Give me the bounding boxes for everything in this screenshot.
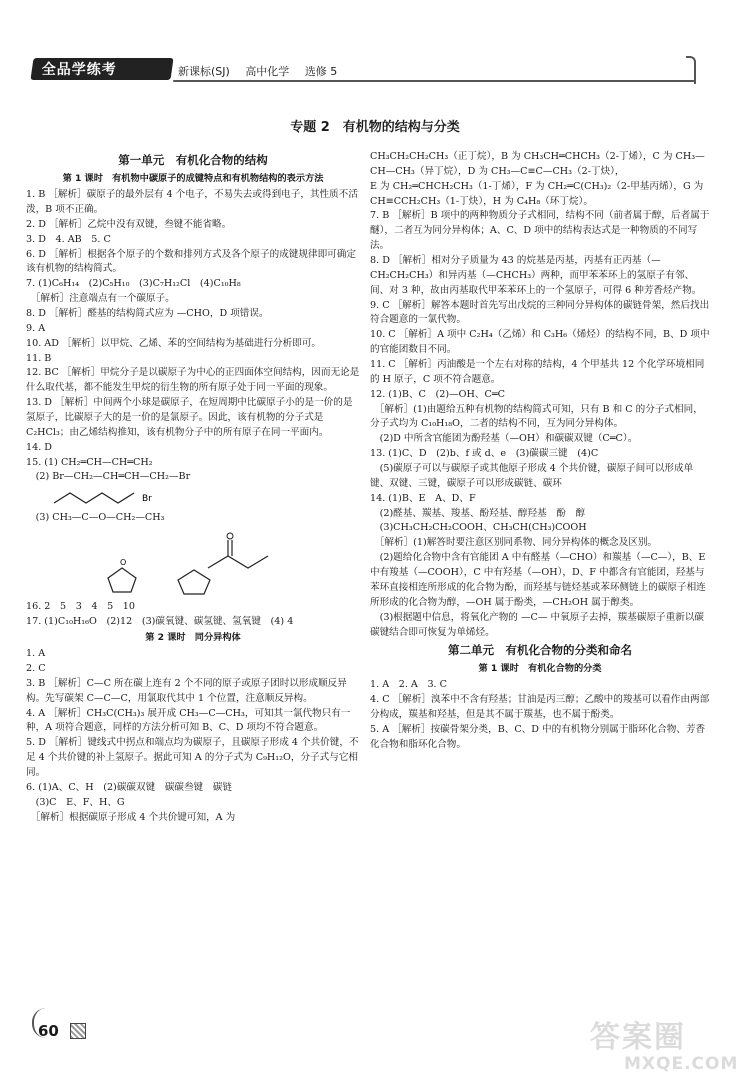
answer-item: 4. A ［解析］CH₃C(CH₃)₃ 展开成 CH₃—C—CH₃，可知其一氯代物只有一种，A 项符合题意，同样的方法分析可知 B、C、D 项均不符合题意。 [26,707,351,734]
answer-item: 6. (1)A、C、H (2)碳碳双键 碳碳叁键 碳链 [26,781,232,793]
answer-item: 11. B [26,352,52,364]
answer-item: 7. (1)C₆H₁₄ (2)C₅H₁₀ (3)C₇H₁₂Cl (4)C₁₀H₈ [26,278,241,290]
answer-item: 17. (1)C₁₀H₁₆O (2)12 (3)碳氧键、碳氢键、氢氧键 (4) 4 [26,615,294,627]
answer-item: 1. B ［解析］碳原子的最外层有 4 个电子，不易失去或得到电子，其性质不活泼，B 项不正确。 [26,189,358,215]
answer-item: 3. D 4. AB 5. C [26,233,111,245]
answer-item: ［解析］注意端点有一个碳原子。 [26,293,175,305]
header-volume: 选修 5 [304,65,338,78]
answer-item: 15. (1) CH₂═CH—CH═CH₂ [26,456,153,468]
page-mark-icon [70,1023,86,1039]
header-rule [173,80,696,82]
answer-item: CH₃CH₂CH₂CH₃（正丁烷），B 为 CH₃CH═CHCH₃（2-丁烯），C 为 CH₃—CH—CH₃（异丁烷），D 为 CH₃—C≡C—CH₃（2-丁炔）， [370,151,705,177]
answer-item: 14. D [26,441,52,453]
answer-list [370,678,710,752]
page-header [28,52,696,82]
structure-diagrams [48,528,348,598]
unit-title: 第一单元 有机化合物的结构 [118,153,268,167]
answer-item: 1. A 2. A 3. C [370,679,447,691]
answer-item: ［解析］根据碳原子形成 4 个共价键可知，A 为 [26,811,236,823]
answer-item: E 为 CH₂═CHCH₂CH₃（1-丁烯），F 为 CH₂═C(CH₃)₂（2-甲基丙烯），G 为 CH≡CCH₂CH₃（1-丁炔），H 为 C₄H₈（环丁烷）。 [370,180,704,207]
topic-title: 专题 2 有机物的结构与分类 [290,120,460,135]
watermark-logo: 答案圈 [590,1020,686,1055]
header-subject: 高中化学 [245,65,290,78]
answer-item: (2) Br—CH₂—CH═CH—CH₂—Br [26,471,191,483]
header-info [178,63,349,80]
left-column [26,150,360,825]
watermark-url: MXQE.COM [624,1054,739,1074]
right-column [370,150,710,753]
header-series: 新课标(SJ) [178,65,230,78]
series-logo [30,58,173,80]
answer-item: 12. (1)B、C (2)—OH、C═C [370,388,505,400]
answer-item: 2. C [26,662,46,674]
lesson-title: 第 1 课时 有机化合物的分类 [478,663,602,675]
unit-title: 第二单元 有机化合物的分类和命名 [448,643,632,658]
watermark [590,1015,740,1074]
answer-item: 13. (1)C、D (2)b、f 或 d、e (3)碳碳三键 (4)C [370,448,599,460]
answer-item: (3)CH₃CH₂CH₂COOH、CH₃CH(CH₃)COOH [370,522,587,534]
answer-item: 11. C ［解析］丙油酸是一个左右对称的结构，4 个甲基共 12 个化学环境相同的 H 原子，C 项不符合题意。 [370,359,705,385]
lesson-title: 第 2 课时 同分异构体 [145,631,241,643]
answer-item: 10. AD ［解析］以甲烷、乙烯、苯的空间结构为基础进行分析即可。 [26,337,322,349]
answer-list [26,188,360,630]
answer-item: 1. A [26,648,46,660]
answer-item: (3)C E、F、H、G [26,796,125,808]
logo-text: 全品学练考 [41,62,117,78]
answer-item: 12. BC ［解析］甲烷分子是以碳原子为中心的正四面体空间结构，因而无论是什么取代基，都不能发生甲烷的衍生物的所有原子处于同一平面的现象。 [26,367,360,394]
answer-item: 4. C ［解析］溴苯中不含有羟基；甘油是丙三醇；乙酸中的羧基可以看作由两部分构成，羰基和羟基，但是其不属于羰基，也不属于酚类。 [370,694,710,721]
answer-item: 9. C ［解析］解答本题时首先写出戊烷的三种同分异构体的碳链骨架，然后找出符合题意的一氯代物。 [370,299,710,326]
answer-item: (2)醛基、羰基、羧基、酚羟基、醇羟基 酚 醇 [370,507,586,519]
answer-item: 8. D ［解析］相对分子质量为 43 的烷基是丙基，丙基有正丙基（—CH₂CH₂CH₃）和异丙基（—CHCH₃）两种，而甲苯苯环上的氢原子有邻、间、对 3 种，故由丙基取代甲苯苯环上的一个氢原子，可得 6 种芳香烃产物。 [370,255,702,296]
answer-item: 9. A [26,322,46,334]
answer-item: (2)题给化合物中含有官能团 A 中有醛基（—CHO）和羰基（—C—），B、E 中有羧基（—COOH），C 中有羟基（—OH），D、F 中都含有官能团，羟基与苯环直接相连所形成的化合物为酚，而羟基与链烃基或苯环侧链上的碳原子相连所形成的化合物为醇，—OH 属于酚类，—CH₂OH 属于醇类。 [370,552,706,608]
answer-item: (5)碳原子可以与碳原子或其他原子形成 4 个共价键，碳原子间可以形成单键、双键、三键，碳原子可以形成碳链、碳环 [370,463,694,489]
lesson-title: 第 1 课时 有机物中碳原子的成键特点和有机物结构的表示方法 [62,172,324,184]
answer-item: 10. C ［解析］A 项中 C₂H₄（乙烯）和 C₃H₆（烯烃）的结构不同，B、D 项中的官能团数目不同。 [370,329,710,356]
answer-item: (3) CH₃—C—O—CH₂—CH₃ [26,512,165,524]
answer-item: 2. D ［解析］乙烷中没有双键，叁键不能省略。 [26,218,232,230]
answer-item: 16. 2 5 3 4 5 10 [26,601,136,613]
answer-list [26,647,360,825]
answer-item: 5. A ［解析］按碳骨架分类，B、C、D 中的有机物分别属于脂环化合物、芳香化合物和脂环化合物。 [370,724,706,750]
answer-item: 5. D ［解析］键线式中拐点和端点均为碳原子，且碳原子形成 4 个共价键，不足 4 个共价键的补上氢原子。据此可知 A 的分子式为 C₉H₁₂O，分子式与它相同。 [26,737,359,778]
page-number: 60 [38,1022,59,1040]
skeletal-formula-diene [48,487,348,509]
answer-list [370,150,710,640]
answer-item: 3. B ［解析］C—C 所在碳上连有 2 个不同的原子或原子团时以形成顺反异构。先写碳架 C—C—C，用氯取代其中 1 个位置，注意顺反异构。 [26,677,347,704]
svg-text:Br: Br [142,494,152,505]
answer-item: 14. (1)B、E A、D、F [370,492,476,504]
answer-item: ［解析］(1)由题给五种有机物的结构简式可知，只有 B 和 C 的分子式相同，分子式均为 C₁₀H₁₈O，二者的结构不同，互为同分异构体。 [370,403,703,430]
answer-item: (2)D 中所含官能团为酚羟基（—OH）和碳碳双键（C═C）。 [370,433,638,445]
answer-item: 13. D ［解析］中间两个小球是碳原子，在短周期中比碳原子小的是一价的是氢原子，比碳原子大的是一价的是氯原子。因此，该有机物的分子式是 C₂HCl₃；由乙烯结构推知，该有机物分子中的所有原子在同一平面内。 [26,397,353,438]
answer-item: ［解析］(1)解答时要注意区别同系物、同分异构体的概念及区别。 [370,537,658,549]
answer-item: (3)根据题中信息，将氧化产物的 —C— 中氧原子去掉，羰基碳原子重新以碳碳键结合即可恢复为单烯烃。 [370,611,705,638]
svg-text:O: O [120,558,127,568]
header-rule-end [686,56,696,84]
answer-item: 8. D ［解析］醛基的结构简式应为 —CHO，D 项错误。 [26,307,269,319]
answer-item: 6. D ［解析］根据各个原子的个数和排列方式及各个原子的成键规律即可确定该有机物的结构简式。 [26,248,356,275]
answer-item: 7. B ［解析］B 项中的两种物质分子式相同，结构不同（前者属于醇，后者属于醚），二者互为同分异构体；A、C、D 项中的结构表达式是一种物质的不同写法。 [370,210,710,252]
